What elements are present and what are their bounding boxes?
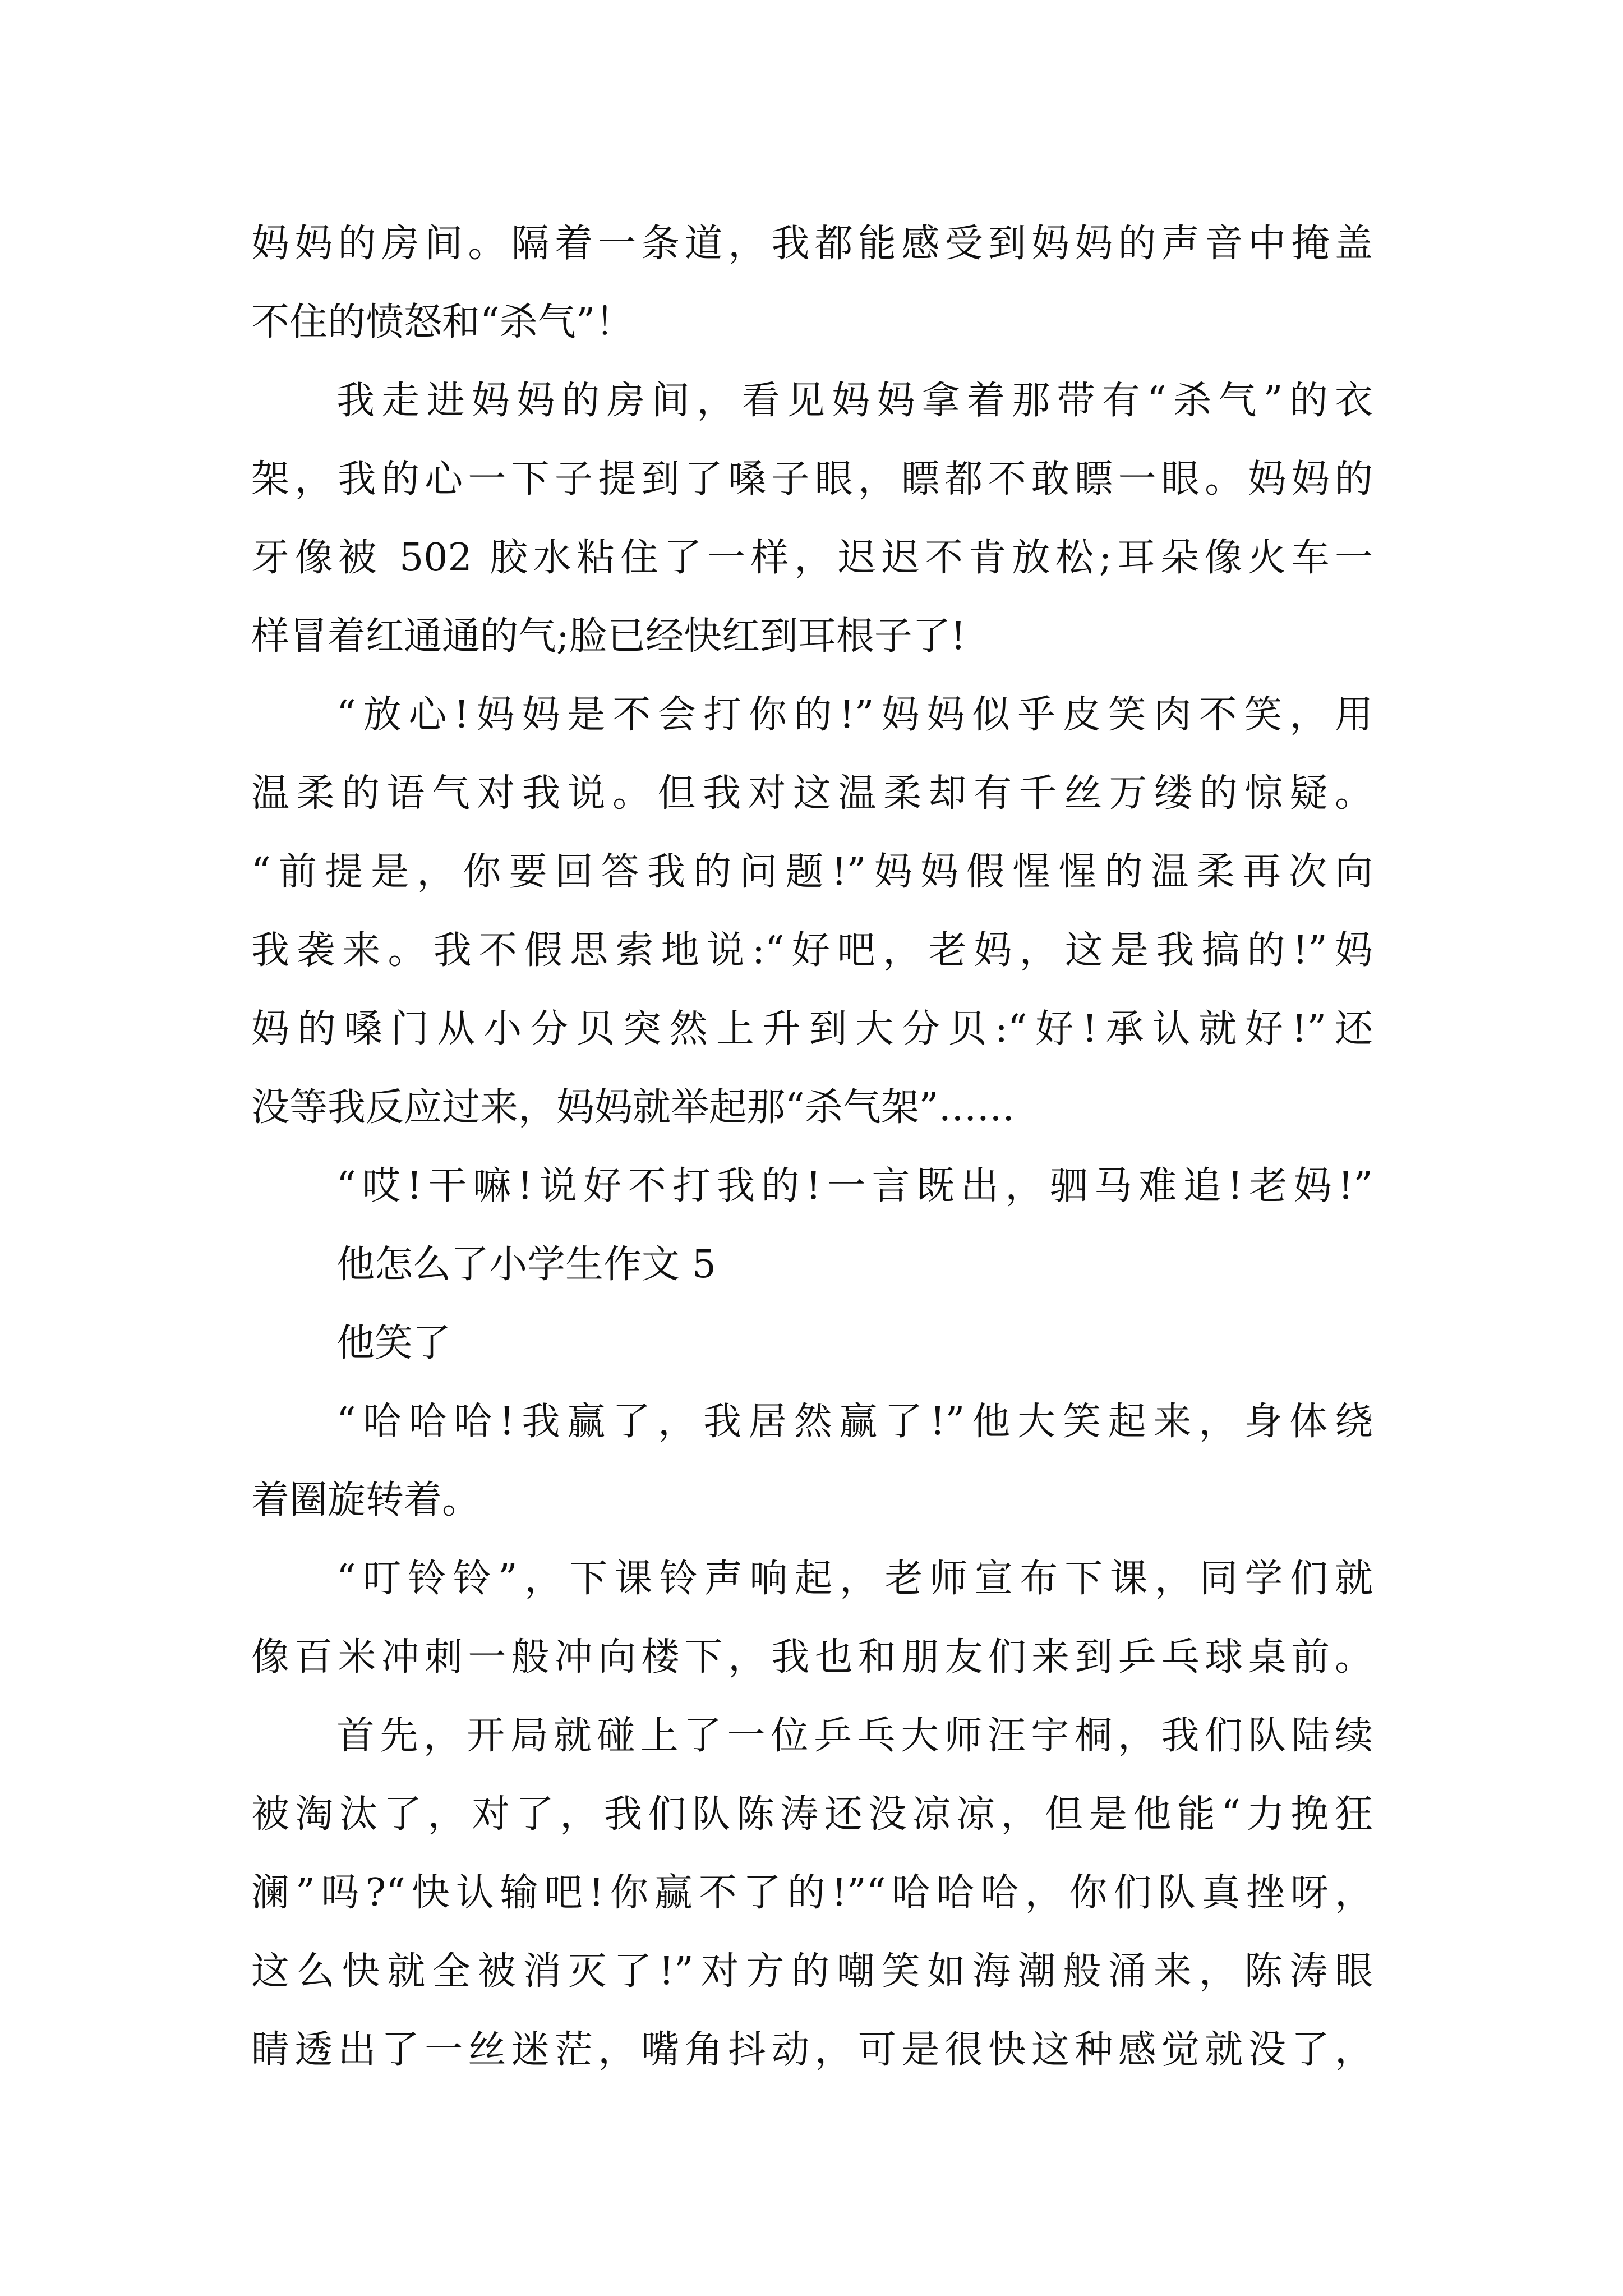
text-line: 架，我的心一下子提到了嗓子眼，瞟都不敢瞟一眼。妈妈的 bbox=[251, 457, 1373, 501]
text-line: 着圈旋转着。 bbox=[251, 1478, 481, 1522]
text-line: 样冒着红通通的气;脸已经快红到耳根子了! bbox=[251, 614, 966, 659]
text-line: 被淘汰了，对了，我们队陈涛还没凉凉，但是他能“力挽狂 bbox=[251, 1792, 1373, 1837]
text-line: 睛透出了一丝迷茫，嘴角抖动，可是很快这种感觉就没了， bbox=[251, 2028, 1373, 2072]
text-line: 不住的愤怒和“杀气”！ bbox=[251, 300, 634, 344]
section-heading: 他怎么了小学生作文 5 bbox=[336, 1243, 716, 1287]
text-line: “前提是，你要回答我的问题!”妈妈假惺惺的温柔再次向 bbox=[251, 850, 1373, 894]
text-line: 像百米冲刺一般冲向楼下，我也和朋友们来到乒乓球桌前。 bbox=[251, 1635, 1373, 1680]
text-line: 没等我反应过来，妈妈就举起那“杀气架”…… bbox=[251, 1085, 1015, 1130]
text-line: “哈哈哈!我赢了，我居然赢了!”他大笑起来，身体绕 bbox=[336, 1400, 1373, 1444]
text-line: “放心!妈妈是不会打你的!”妈妈似乎皮笑肉不笑，用 bbox=[336, 693, 1373, 737]
text-line: 妈妈的房间。隔着一条道，我都能感受到妈妈的声音中掩盖 bbox=[251, 222, 1373, 266]
text-line: 首先，开局就碰上了一位乒乓大师汪宇桐，我们队陆续 bbox=[336, 1714, 1373, 1758]
text-line: 我走进妈妈的房间，看见妈妈拿着那带有“杀气”的衣 bbox=[336, 379, 1373, 423]
text-line: 澜”吗?“快认输吧!你赢不了的!”“哈哈哈，你们队真挫呀， bbox=[251, 1871, 1373, 1915]
text-line: “叮铃铃”，下课铃声响起，老师宣布下课，同学们就 bbox=[336, 1557, 1373, 1601]
text-line: “哎!干嘛!说好不打我的!一言既出，驷马难追!老妈!” bbox=[336, 1164, 1373, 1208]
text-line: 牙像被 502 胶水粘住了一样，迟迟不肯放松;耳朵像火车一 bbox=[251, 536, 1373, 580]
essay-title: 他笑了 bbox=[336, 1321, 451, 1365]
text-line: 这么快就全被消灭了!”对方的嘲笑如海潮般涌来，陈涛眼 bbox=[251, 1949, 1373, 1994]
text-line: 温柔的语气对我说。但我对这温柔却有千丝万缕的惊疑。 bbox=[251, 771, 1373, 816]
text-line: 妈的嗓门从小分贝突然上升到大分贝:“好!承认就好!”还 bbox=[251, 1007, 1373, 1051]
text-line: 我袭来。我不假思索地说:“好吧，老妈，这是我搞的!”妈 bbox=[251, 928, 1373, 973]
essay-body bbox=[251, 205, 1373, 2090]
